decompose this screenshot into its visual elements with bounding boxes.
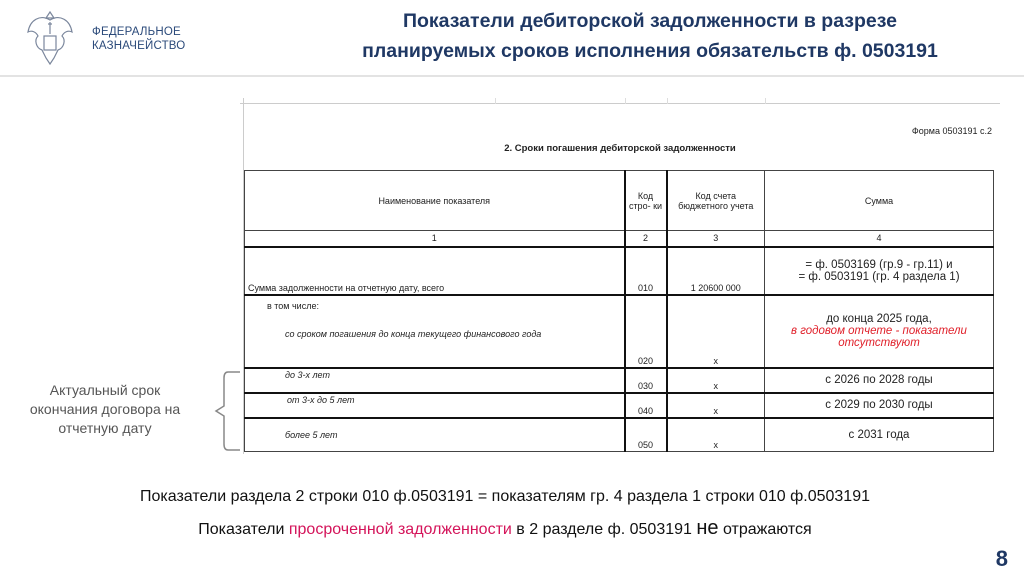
row-code: 020	[625, 295, 667, 368]
bracket-icon	[212, 370, 242, 452]
eagle-emblem-logo	[22, 6, 78, 68]
row-account: x	[667, 393, 765, 418]
column-numbers-row	[245, 231, 994, 247]
header-sum: Сумма	[765, 171, 994, 231]
highlight-text: просроченной задолженности	[288, 521, 512, 538]
form-label: Форма 0503191 с.2	[911, 126, 992, 136]
row-name-text: со сроком погашения до конца текущего финансового года	[285, 328, 542, 339]
table-row	[245, 393, 994, 418]
org-line2: КАЗНАЧЕЙСТВО	[92, 40, 186, 52]
sum-line: до конца 2025 года,	[826, 313, 932, 325]
row-sum	[765, 247, 994, 295]
row-sum: с 2026 по 2028 годы	[765, 368, 994, 393]
row-code: 040	[625, 393, 667, 418]
emphasis-text: не	[696, 517, 719, 539]
form-screenshot	[240, 98, 1000, 454]
row-account: 1 20600 000	[667, 247, 765, 295]
header-account: Код счета бюджетного учета	[667, 171, 765, 231]
table-header-row	[245, 171, 994, 231]
row-code: 050	[625, 418, 667, 452]
row-name	[245, 295, 625, 368]
col-number: 4	[765, 231, 994, 247]
text: Показатели	[198, 521, 289, 538]
org-name	[92, 25, 185, 53]
table-row	[245, 295, 994, 368]
row-sum: с 2031 года	[765, 418, 994, 452]
gridline	[667, 98, 668, 104]
text: отражаются	[718, 521, 812, 538]
org-line1: ФЕДЕРАЛЬНОЕ	[92, 26, 181, 38]
row-account: x	[667, 295, 765, 368]
header-name: Наименование показателя	[245, 171, 625, 231]
gridline	[495, 98, 496, 104]
header-divider	[0, 75, 1024, 77]
gridline	[765, 98, 766, 104]
row-account: x	[667, 418, 765, 452]
row-sum	[765, 295, 994, 368]
section-title: 2. Сроки погашения дебиторской задолженности	[504, 143, 736, 154]
col-number: 2	[625, 231, 667, 247]
sum-line: = ф. 0503191 (гр. 4 раздела 1)	[798, 270, 960, 283]
col-number: 1	[245, 231, 625, 247]
row-prefix: в том числе:	[267, 300, 319, 311]
table-row	[245, 247, 994, 295]
row-account: x	[667, 368, 765, 393]
footer-line2	[0, 517, 1010, 540]
annotation-text: Актуальный срок окончания договора на отчетную дату	[29, 382, 181, 436]
gridline	[625, 98, 626, 104]
sum-note-red: в годовом отчете - показатели отсутствуют	[791, 325, 967, 349]
footer-line1: Показатели раздела 2 строки 010 ф.0503191 = показателям гр. 4 раздела 1 строки 010 ф.0503191	[139, 488, 870, 505]
title-line2: планируемых сроков исполнения обязательств ф. 0503191	[362, 40, 938, 62]
table-row	[245, 418, 994, 452]
spreadsheet-gridline	[240, 98, 1000, 104]
table-row	[245, 368, 994, 393]
header-code: Код стро- ки	[625, 171, 667, 231]
maturity-table	[244, 170, 994, 452]
col-number: 3	[667, 231, 765, 247]
page-title	[290, 6, 1010, 66]
row-sum: с 2029 по 2030 годы	[765, 393, 994, 418]
text: в 2 разделе ф. 0503191	[511, 521, 697, 538]
row-name: до 3-х лет	[245, 368, 625, 393]
sum-line: = ф. 0503169 (гр.9 - гр.11) и	[805, 258, 953, 271]
row-name: от 3-х до 5 лет	[245, 393, 625, 418]
title-line1: Показатели дебиторской задолженности в разрезе	[402, 10, 898, 32]
row-name: Сумма задолженности на отчетную дату, всего	[245, 247, 625, 295]
page-number: 8	[995, 546, 1008, 571]
row-name: более 5 лет	[245, 418, 625, 452]
row-code: 010	[625, 247, 667, 295]
row-code: 030	[625, 368, 667, 393]
